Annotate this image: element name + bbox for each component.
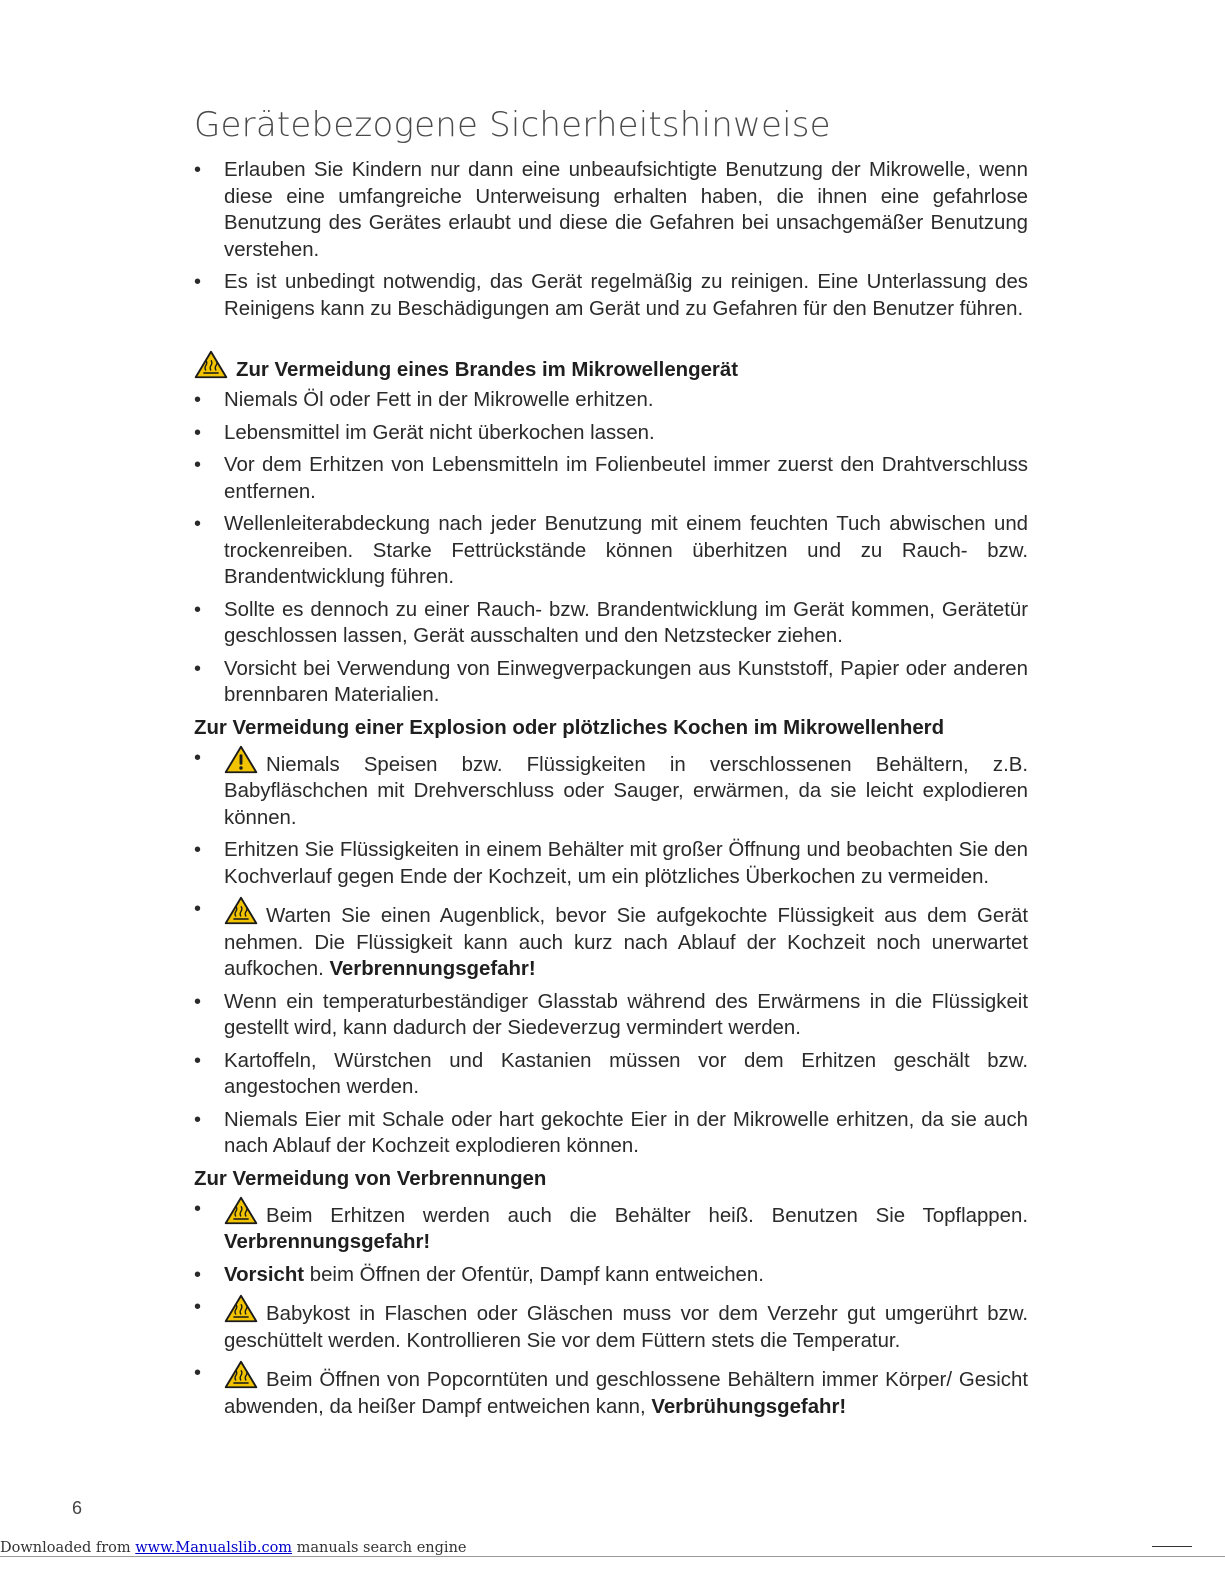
list-item: • Erhitzen Sie Flüssigkeiten in einem Behälter mit großer Öffnung und beobachten Sie den Kochverlauf gegen Ende der Kochzeit, um ein plötzliches Überkochen zu vermeiden. xyxy=(194,837,1028,890)
burns-section-heading: Zur Vermeidung von Verbrennungen xyxy=(194,1167,547,1190)
intro-list xyxy=(194,157,1028,322)
fire-heading-text: Zur Vermeidung eines Brandes im Mikrowellengerät xyxy=(236,359,738,382)
list-item: • Es ist unbedingt notwendig, das Gerät regelmäßig zu reinigen. Eine Unterlassung des Reinigens kann zu Beschädigungen am Gerät und zu Gefahren für den Benutzer führen. xyxy=(194,269,1028,322)
list-item-text: Warten Sie einen Augenblick, bevor Sie aufgekochte Flüssigkeit aus dem Gerät nehmen. Die Flüssigkeit kann auch kurz nach Ablauf der Kochzeit noch unerwartet aufkochen. xyxy=(224,905,1028,981)
list-item-text: Beim Öffnen von Popcorntüten und geschlossene Behältern immer Körper/ Gesicht abwenden, da heißer Dampf entweichen kann, xyxy=(224,1369,1028,1418)
footer-text xyxy=(0,1540,471,1556)
list-item xyxy=(194,1196,1028,1256)
hot-surface-warning-icon xyxy=(224,896,258,925)
hot-surface-warning-icon xyxy=(224,1360,258,1389)
burn-hazard-warning: Verbrennungsgefahr! xyxy=(224,1231,431,1254)
download-footer xyxy=(0,1538,1225,1568)
list-item: • Wellenleiterabdeckung nach jeder Benutzung mit einem feuchten Tuch abwischen und trockenreiben. Starke Fettrückstände können überhitzen und zu Rauch- bzw. Brandentwicklung führen. xyxy=(194,511,1028,591)
list-item xyxy=(194,896,1028,983)
explosion-section-heading: Zur Vermeidung einer Explosion oder plötzliches Kochen im Mikrowellenherd xyxy=(194,716,945,739)
explosion-list xyxy=(194,745,1028,1160)
list-item: • Kartoffeln, Würstchen und Kastanien müssen vor dem Erhitzen geschält bzw. angestochen werden. xyxy=(194,1048,1028,1101)
fire-section-heading xyxy=(194,350,1028,383)
footer-dash xyxy=(1152,1546,1192,1547)
fire-list xyxy=(194,387,1028,709)
list-item-text: Beim Erhitzen werden auch die Behälter heiß. Benutzen Sie Topflappen. xyxy=(266,1204,1028,1227)
scald-hazard-warning: Verbrühungsgefahr! xyxy=(651,1395,847,1418)
hot-surface-warning-icon xyxy=(224,1294,258,1323)
burns-list xyxy=(194,1196,1028,1421)
list-item: • Erlauben Sie Kindern nur dann eine unbeaufsichtigte Benutzung der Mikrowelle, wenn diese eine umfangreiche Unterweisung erhalten haben, die ihnen eine gefahrlose Benutzung des Gerätes erlaubt und diese die Gefahren bei unsachgemäßer Benutzung verstehen. xyxy=(194,157,1028,263)
list-item: • Sollte es dennoch zu einer Rauch- bzw. Brandentwicklung im Gerät kommen, Gerätetür geschlossen lassen, Gerät ausschalten und den Netzstecker ziehen. xyxy=(194,597,1028,650)
list-item: • Niemals Eier mit Schale oder hart gekochte Eier in der Mikrowelle erhitzen, da sie auch nach Ablauf der Kochzeit explodieren können. xyxy=(194,1107,1028,1160)
list-item: • Wenn ein temperaturbeständiger Glasstab während des Erwärmens in die Flüssigkeit gestellt wird, kann dadurch der Siedeverzug vermindert werden. xyxy=(194,989,1028,1042)
list-item-text: Babykost in Flaschen oder Gläschen muss vor dem Verzehr gut umgerührt bzw. geschüttelt werden. Kontrollieren Sie vor dem Füttern stets die Temperatur. xyxy=(224,1303,1028,1352)
caution-label: Vorsicht xyxy=(224,1263,305,1286)
list-item xyxy=(194,1262,1028,1289)
list-item: • Vor dem Erhitzen von Lebensmitteln im Folienbeutel immer zuerst den Drahtverschluss entfernen. xyxy=(194,452,1028,505)
list-item xyxy=(194,1294,1028,1354)
list-item: • Niemals Öl oder Fett in der Mikrowelle erhitzen. xyxy=(194,387,1028,414)
caution-warning-icon xyxy=(224,745,258,774)
hot-surface-warning-icon xyxy=(224,1196,258,1225)
list-item: • Vorsicht bei Verwendung von Einwegverpackungen aus Kunststoff, Papier oder anderen brennbaren Materialien. xyxy=(194,656,1028,709)
list-item-text: Niemals Speisen bzw. Flüssigkeiten in verschlossenen Behältern, z.B. Babyfläschchen mit Drehverschluss oder Sauger, erwärmen, da sie leicht explodieren können. xyxy=(224,753,1028,829)
list-item xyxy=(194,1360,1028,1420)
page-content xyxy=(194,96,1028,1426)
footer-divider xyxy=(0,1556,1225,1557)
page-title: Gerätebezogene Sicherheitshinweise xyxy=(194,105,831,145)
list-item-text: beim Öffnen der Ofentür, Dampf kann entweichen. xyxy=(309,1263,764,1286)
hot-surface-warning-icon xyxy=(194,350,228,379)
page-number: 6 xyxy=(72,1498,83,1518)
footer-suffix: manuals search engine xyxy=(296,1540,467,1556)
list-item: • Lebensmittel im Gerät nicht überkochen lassen. xyxy=(194,420,1028,447)
footer-prefix: Downloaded from xyxy=(0,1540,131,1556)
burn-hazard-warning: Verbrennungsgefahr! xyxy=(329,958,536,981)
manualslib-link[interactable]: www.Manualslib.com xyxy=(135,1540,293,1556)
list-item xyxy=(194,745,1028,832)
